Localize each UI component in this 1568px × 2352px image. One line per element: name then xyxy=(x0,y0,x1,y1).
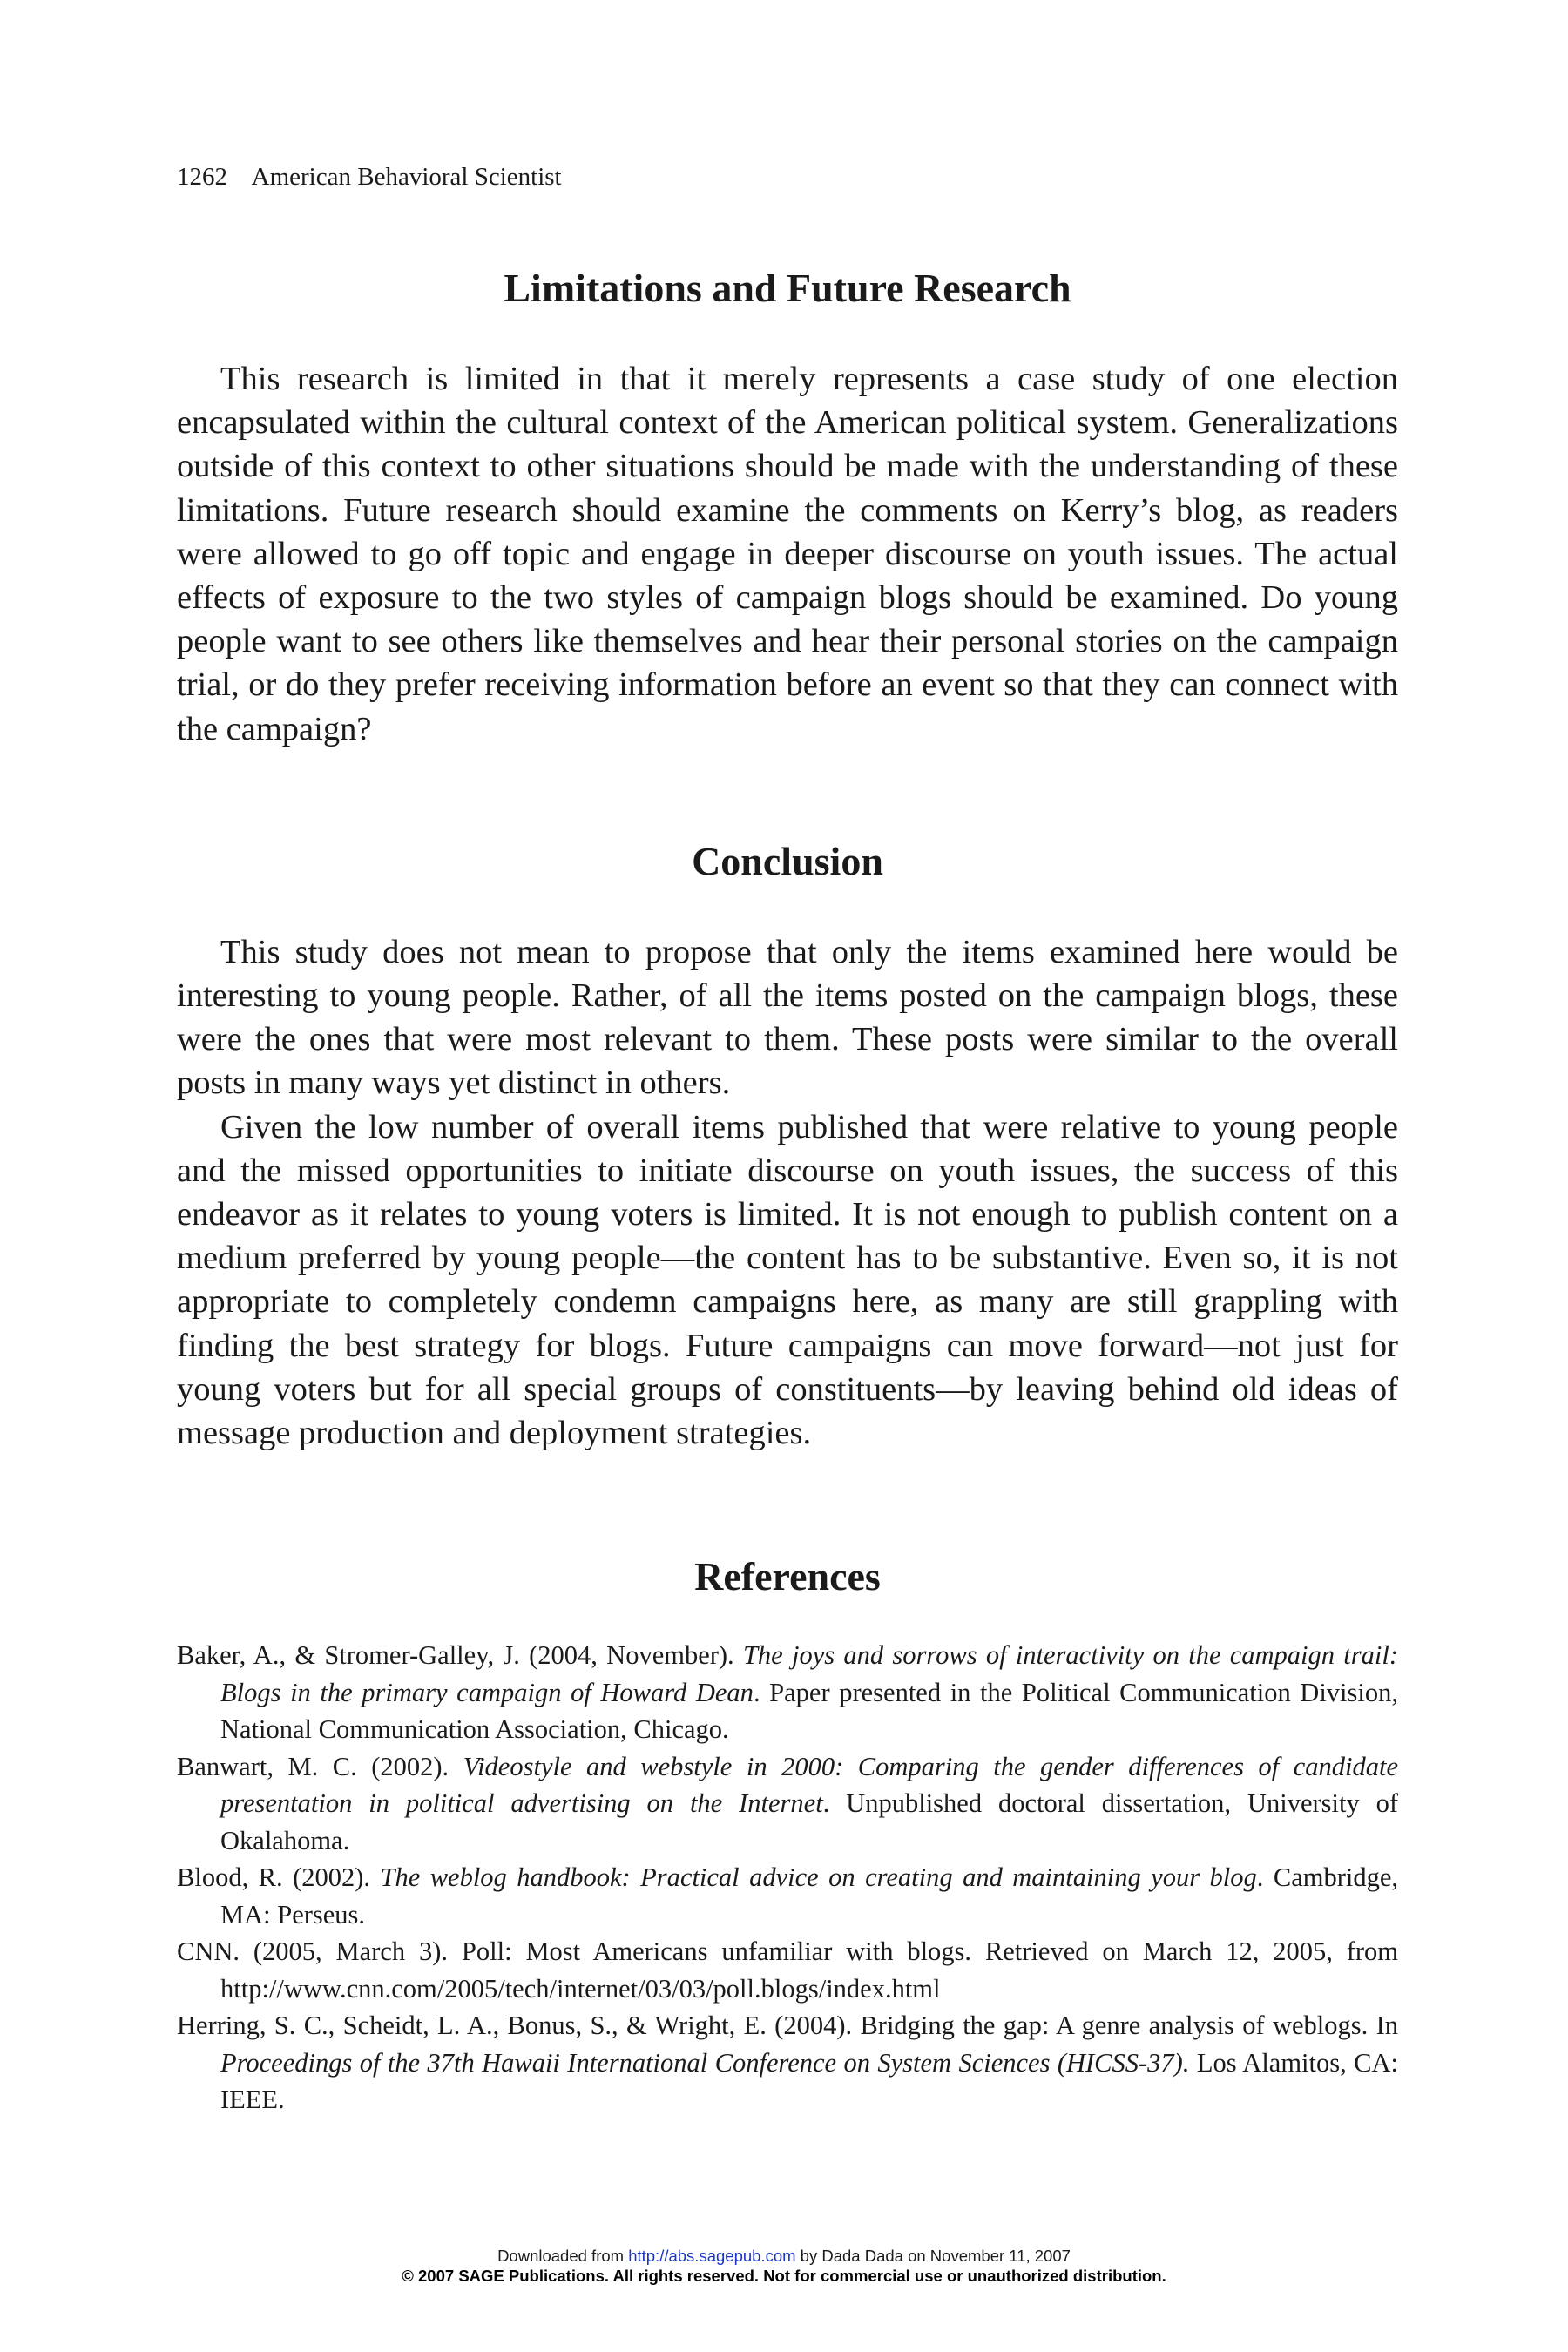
reference-text: Banwart, M. C. (2002). xyxy=(177,1751,463,1781)
conclusion-paragraph-1: This study does not mean to propose that only the items examined here would be interesting to young people. Rather, of all the items posted on the campaign blogs, these were the ones that were most relevant to them. These posts were similar to the overall posts in many ways yet distinct in others. xyxy=(177,933,1398,1102)
reference-text: . Cambridge, MA: Perseus. xyxy=(220,1862,1398,1930)
reference-text: Los Alamitos, CA: IEEE. xyxy=(220,2047,1398,2115)
reference-text: . Unpublished doctoral dissertation, University of Okalahoma. xyxy=(220,1788,1399,1855)
article-body xyxy=(177,263,1398,2119)
reference-text: CNN. (2005, March 3). Poll: Most Americans unfamiliar with blogs. Retrieved on March 12, 2005, from http://www.cnn.com/2005/tech/internet/03/03/poll.blogs/index.html xyxy=(177,1936,1398,2004)
reference-title: The joys and sorrows of interactivity on the campaign trail: Blogs in the primary campaign of Howard Dean xyxy=(220,1640,1398,1707)
reference-banwart xyxy=(177,1748,1398,1860)
reference-text: . Paper presented in the Political Communication Division, National Communication Association, Chicago. xyxy=(220,1677,1398,1745)
reference-text: Baker, A., & Stromer-Galley, J. (2004, November). xyxy=(177,1640,743,1671)
conclusion-heading: Conclusion xyxy=(692,838,883,883)
limitations-heading: Limitations and Future Research xyxy=(504,266,1071,310)
limitations-paragraph: This research is limited in that it merely represents a case study of one election encapsulated within the cultural context of the American political system. Generalizations outside of this context to other situations should be made with the understanding of these limitations. Future research should examine the comments on Kerry’s blog, as readers were allowed to go off topic and engage in deeper discourse on youth issues. The actual effects of exposure to the two styles of campaign blogs should be examined. Do young people want to see others like themselves and hear their personal stories on the campaign trial, or do they prefer receiving information before an event so that they can connect with the campaign? xyxy=(177,361,1398,747)
copyright-notice: © 2007 SAGE Publications. All rights reserved. Not for commercial use or unauthorized distribution. xyxy=(402,2267,1166,2285)
download-prefix: Downloaded from xyxy=(497,2247,629,2265)
download-suffix: by Dada Dada on November 11, 2007 xyxy=(795,2247,1071,2265)
reference-list xyxy=(177,1637,1398,2119)
running-head xyxy=(177,160,562,193)
conclusion-paragraph-2: Given the low number of overall items published that were relative to young people and the missed opportunities to initiate discourse on youth issues, the success of this endeavor as it relates to young voters is limited. It is not enough to publish content on a medium preferred by young people—the content has to be substantive. Even so, it is not appropriate to completely condemn campaigns here, as many are still grappling with finding the best strategy for blogs. Future campaigns can move forward—not just for young voters but for all special groups of constituents—by leaving behind old ideas of message production and deployment strategies. xyxy=(177,1108,1398,1452)
reference-text: Herring, S. C., Scheidt, L. A., Bonus, S., & Wright, E. (2004). Bridging the gap: A genre analysis of weblogs. In xyxy=(177,2011,1398,2041)
reference-text: Blood, R. (2002). xyxy=(177,1862,381,1893)
reference-baker xyxy=(177,1637,1398,1748)
reference-herring xyxy=(177,2007,1398,2119)
reference-blood xyxy=(177,1859,1398,1933)
reference-title: Proceedings of the 37th Hawaii International Conference on System Sciences (HICSS-37). xyxy=(220,2047,1190,2078)
download-notice xyxy=(0,2246,1568,2267)
journal-title: American Behavioral Scientist xyxy=(251,163,562,191)
sagepub-link[interactable]: http://abs.sagepub.com xyxy=(628,2247,796,2265)
reference-title: Videostyle and webstyle in 2000: Comparing the gender differences of candidate presentation in political advertising on the Internet xyxy=(220,1751,1399,1819)
page-number: 1262 xyxy=(177,163,227,191)
reference-cnn xyxy=(177,1933,1398,2007)
reference-title: The weblog handbook: Practical advice on creating and maintaining your blog xyxy=(380,1862,1257,1893)
references-heading: References xyxy=(694,1554,881,1599)
